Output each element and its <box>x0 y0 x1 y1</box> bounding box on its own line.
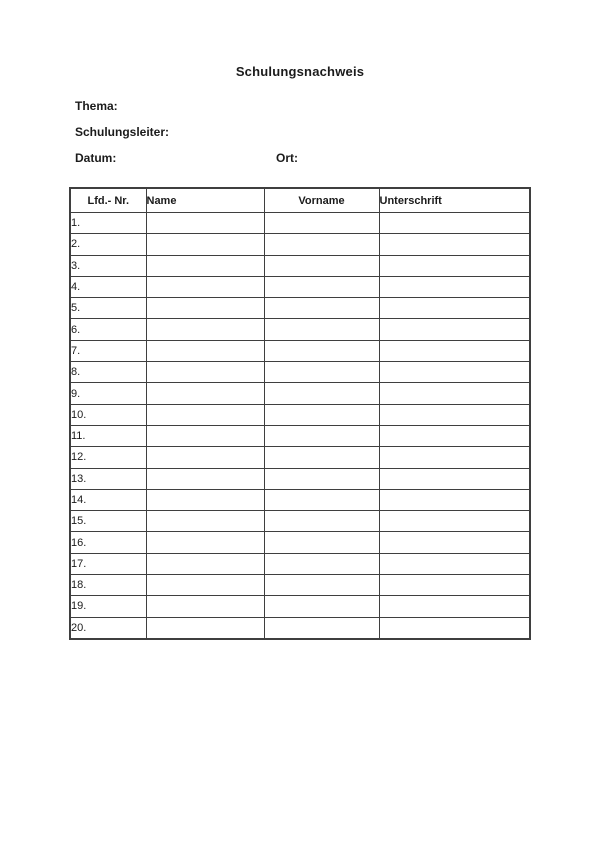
unterschrift-cell-empty <box>379 276 530 297</box>
vorname-cell-empty <box>264 425 379 446</box>
attendance-table-header <box>70 188 530 213</box>
ort-label: Ort: <box>276 151 298 165</box>
row-number-cell: 16. <box>70 532 146 553</box>
vorname-cell-empty <box>264 383 379 404</box>
name-cell-empty <box>146 276 264 297</box>
unterschrift-cell-empty <box>379 468 530 489</box>
table-row <box>70 255 530 276</box>
table-row <box>70 596 530 617</box>
unterschrift-cell-empty <box>379 489 530 510</box>
vorname-cell-empty <box>264 575 379 596</box>
name-cell-empty <box>146 468 264 489</box>
name-cell-empty <box>146 362 264 383</box>
vorname-cell-empty <box>264 276 379 297</box>
row-number-cell: 14. <box>70 489 146 510</box>
vorname-cell-empty <box>264 532 379 553</box>
unterschrift-cell-empty <box>379 213 530 234</box>
unterschrift-cell-empty <box>379 532 530 553</box>
name-cell-empty <box>146 319 264 340</box>
row-number-cell: 8. <box>70 362 146 383</box>
unterschrift-cell-empty <box>379 298 530 319</box>
schulungsleiter-label: Schulungsleiter: <box>75 125 170 139</box>
unterschrift-cell-empty <box>379 383 530 404</box>
table-row <box>70 213 530 234</box>
datum-label: Datum: <box>75 151 117 165</box>
vorname-cell-empty <box>264 298 379 319</box>
row-number-cell: 3. <box>70 255 146 276</box>
name-cell-empty <box>146 575 264 596</box>
name-cell-empty <box>146 425 264 446</box>
name-cell-empty <box>146 596 264 617</box>
vorname-cell-empty <box>264 255 379 276</box>
attendance-table <box>69 187 531 640</box>
row-number-cell: 6. <box>70 319 146 340</box>
name-cell-empty <box>146 298 264 319</box>
table-row <box>70 553 530 574</box>
row-number-cell: 10. <box>70 404 146 425</box>
vorname-cell-empty <box>264 213 379 234</box>
table-row <box>70 234 530 255</box>
unterschrift-cell-empty <box>379 404 530 425</box>
vorname-cell-empty <box>264 340 379 361</box>
row-number-cell: 1. <box>70 213 146 234</box>
unterschrift-cell-empty <box>379 234 530 255</box>
unterschrift-cell-empty <box>379 362 530 383</box>
vorname-cell-empty <box>264 489 379 510</box>
row-number-cell: 15. <box>70 511 146 532</box>
row-number-cell: 7. <box>70 340 146 361</box>
unterschrift-cell-empty <box>379 447 530 468</box>
name-cell-empty <box>146 340 264 361</box>
table-row <box>70 575 530 596</box>
unterschrift-cell-empty <box>379 319 530 340</box>
header-vorname: Vorname <box>264 188 379 213</box>
vorname-cell-empty <box>264 362 379 383</box>
row-number-cell: 20. <box>70 617 146 639</box>
header-row <box>70 188 530 213</box>
table-row <box>70 532 530 553</box>
table-row <box>70 447 530 468</box>
name-cell-empty <box>146 617 264 639</box>
thema-label: Thema: <box>75 99 118 113</box>
table-row <box>70 617 530 639</box>
table-row <box>70 425 530 446</box>
name-cell-empty <box>146 553 264 574</box>
table-row <box>70 276 530 297</box>
table-row <box>70 383 530 404</box>
table-row <box>70 489 530 510</box>
unterschrift-cell-empty <box>379 553 530 574</box>
vorname-cell-empty <box>264 617 379 639</box>
name-cell-empty <box>146 383 264 404</box>
name-cell-empty <box>146 511 264 532</box>
row-number-cell: 13. <box>70 468 146 489</box>
vorname-cell-empty <box>264 234 379 255</box>
unterschrift-cell-empty <box>379 255 530 276</box>
unterschrift-cell-empty <box>379 425 530 446</box>
vorname-cell-empty <box>264 596 379 617</box>
table-row <box>70 340 530 361</box>
header-unterschrift: Unterschrift <box>379 188 530 213</box>
row-number-cell: 5. <box>70 298 146 319</box>
vorname-cell-empty <box>264 553 379 574</box>
unterschrift-cell-empty <box>379 575 530 596</box>
name-cell-empty <box>146 447 264 468</box>
vorname-cell-empty <box>264 468 379 489</box>
vorname-cell-empty <box>264 511 379 532</box>
attendance-table-body <box>70 213 530 639</box>
row-number-cell: 17. <box>70 553 146 574</box>
name-cell-empty <box>146 213 264 234</box>
header-lfd-nr: Lfd.- Nr. <box>70 188 146 213</box>
row-number-cell: 18. <box>70 575 146 596</box>
document-title: Schulungsnachweis <box>235 64 365 79</box>
unterschrift-cell-empty <box>379 511 530 532</box>
row-number-cell: 2. <box>70 234 146 255</box>
table-row <box>70 468 530 489</box>
table-row <box>70 298 530 319</box>
table-row <box>70 511 530 532</box>
vorname-cell-empty <box>264 447 379 468</box>
table-row <box>70 319 530 340</box>
row-number-cell: 11. <box>70 425 146 446</box>
table-row <box>70 362 530 383</box>
row-number-cell: 4. <box>70 276 146 297</box>
row-number-cell: 19. <box>70 596 146 617</box>
row-number-cell: 12. <box>70 447 146 468</box>
unterschrift-cell-empty <box>379 340 530 361</box>
header-name: Name <box>146 188 264 213</box>
name-cell-empty <box>146 234 264 255</box>
row-number-cell: 9. <box>70 383 146 404</box>
vorname-cell-empty <box>264 319 379 340</box>
unterschrift-cell-empty <box>379 596 530 617</box>
name-cell-empty <box>146 404 264 425</box>
vorname-cell-empty <box>264 404 379 425</box>
table-row <box>70 404 530 425</box>
name-cell-empty <box>146 532 264 553</box>
name-cell-empty <box>146 255 264 276</box>
unterschrift-cell-empty <box>379 617 530 639</box>
name-cell-empty <box>146 489 264 510</box>
